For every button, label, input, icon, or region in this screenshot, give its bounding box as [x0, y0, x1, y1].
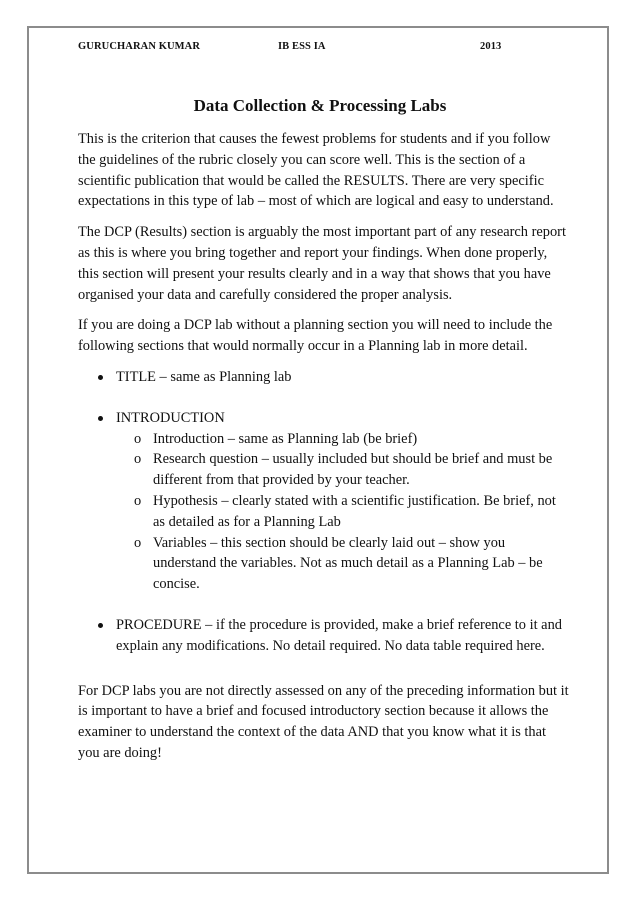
list-item-text: PROCEDURE – if the procedure is provided, make a brief reference to it and explain any modifications. No detail required. No data table required here. — [116, 616, 562, 654]
sub-item-text: Research question – usually included but should be brief and must be different from that provided by your teacher. — [153, 451, 553, 489]
sub-item-hypothesis — [116, 491, 570, 533]
circle-bullet-icon: o — [134, 451, 142, 468]
list-item-text: TITLE – same as Planning lab — [116, 368, 292, 385]
header-course: IB ESS IA — [278, 41, 326, 52]
sub-item-text: Hypothesis – clearly stated with a scientific justification. Be brief, not as detailed as for a Planning Lab — [153, 492, 556, 530]
header-year: 2013 — [480, 41, 502, 52]
list-item-text: INTRODUCTION — [116, 409, 225, 426]
header-author: GURUCHARAN KUMAR — [78, 41, 201, 52]
circle-bullet-icon: o — [134, 430, 142, 447]
sub-list — [116, 429, 570, 595]
paragraph-required-sections: If you are doing a DCP lab without a planning section you will need to include the following sections that would normally occur in a Planning lab in more detail. — [78, 317, 553, 355]
page-header — [78, 41, 578, 55]
document-body — [78, 129, 570, 774]
paragraph-dcp-results: The DCP (Results) section is arguably the most important part of any research report as this is where you bring together and report your findings. When done properly, this section will present your results clearly and in a way that shows that you have organised your data and carefully considered the proper analysis. — [78, 224, 566, 303]
sub-item-text: Variables – this section should be clearly laid out – show you understand the variables. Not as much detail as a Planning Lab – be concise. — [153, 534, 543, 593]
bullet-icon — [98, 416, 103, 421]
bullet-icon — [98, 375, 103, 380]
page-title: Data Collection & Processing Labs — [193, 96, 447, 115]
list-item-introduction — [78, 408, 570, 595]
paragraph-intro: This is the criterion that causes the fewest problems for students and if you follow the guidelines of the rubric closely you can score well. This is the section of a scientific publication that would be called the RESULTS. There are very specific expectations in this type of lab – most of which are logical and easy to understand. — [78, 131, 554, 210]
sub-item-text: Introduction – same as Planning lab (be brief) — [153, 430, 418, 447]
circle-bullet-icon: o — [134, 492, 142, 509]
sub-item-introduction — [116, 429, 570, 450]
paragraph-closing: For DCP labs you are not directly assessed on any of the preceding information but it is important to have a brief and focused introductory section because it allows the examiner to understand the context of the data AND that you know what it is that you are doing! — [78, 682, 569, 761]
section-list — [78, 367, 570, 657]
circle-bullet-icon: o — [134, 534, 142, 551]
bullet-icon — [98, 623, 103, 628]
list-item-title — [78, 367, 570, 388]
sub-item-variables — [116, 533, 570, 595]
sub-item-research-question — [116, 449, 570, 491]
list-item-procedure — [78, 615, 570, 657]
